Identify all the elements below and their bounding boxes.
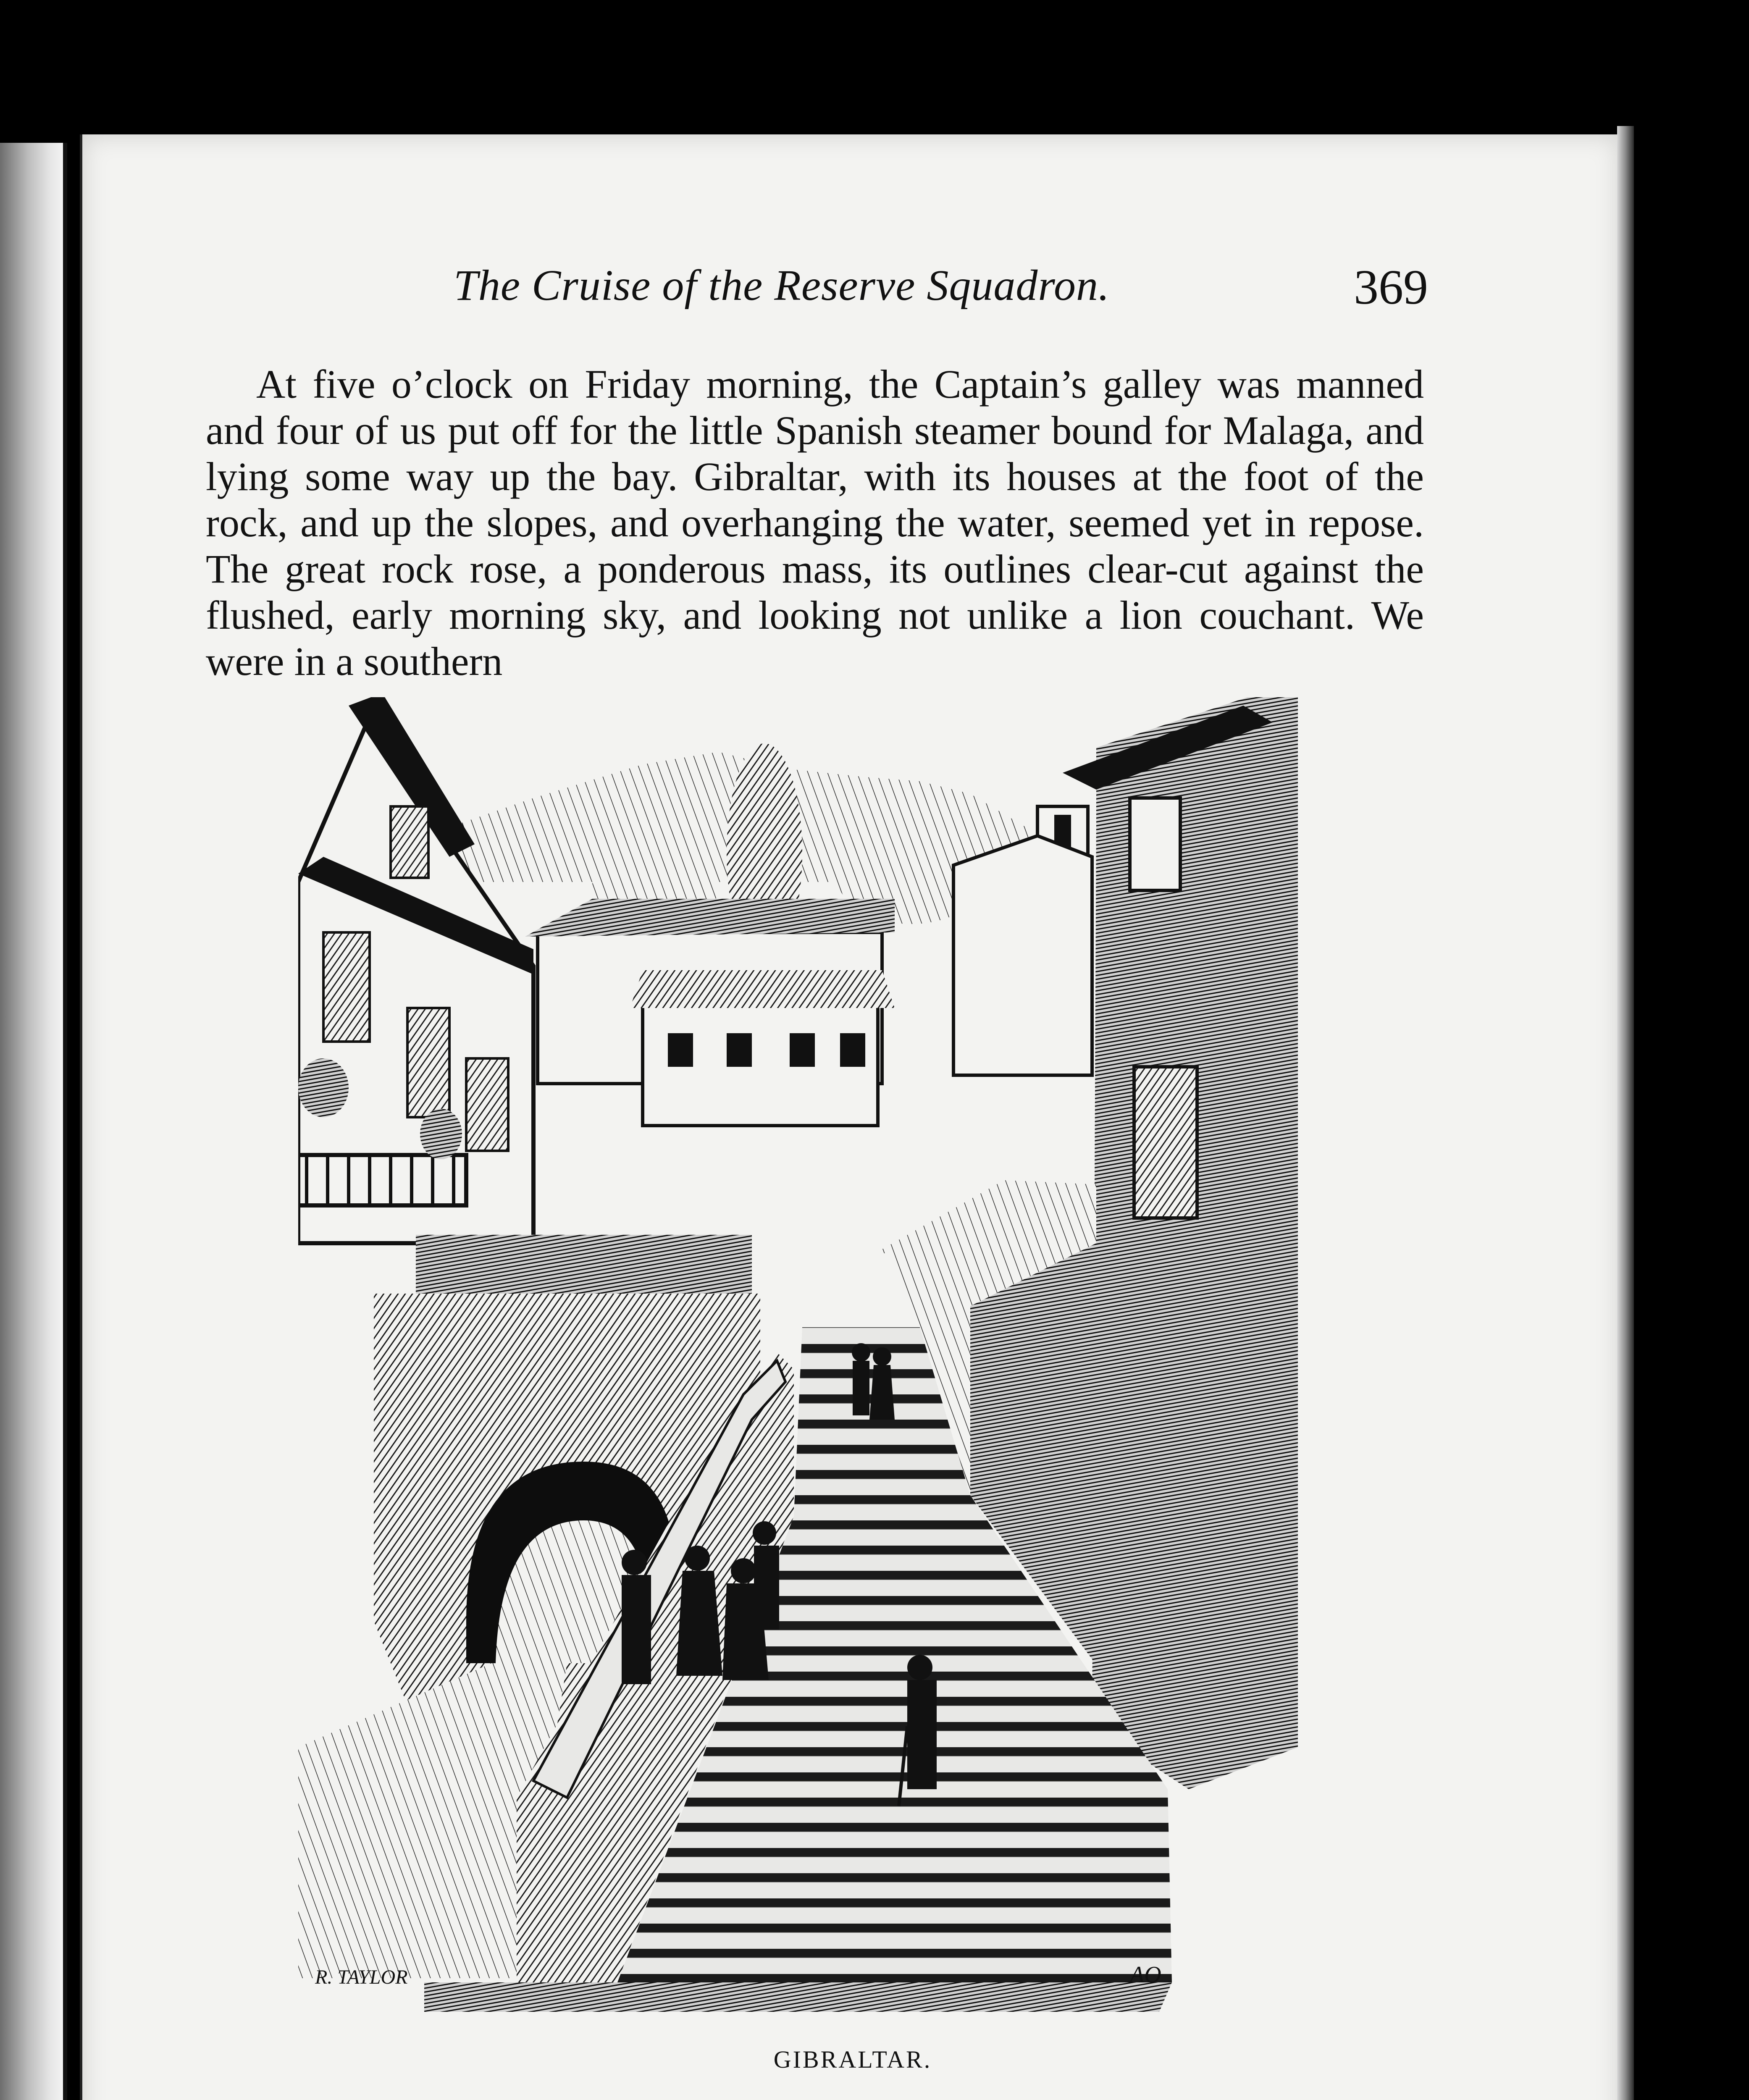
gibraltar-engraving [298, 697, 1327, 2045]
left-shutter [466, 1058, 508, 1151]
facing-page-edge [0, 143, 67, 2100]
left-window [391, 806, 428, 878]
running-header [210, 252, 1428, 319]
body-paragraph-1: At five o’clock on Friday morning, the Captain’s galley was manned and four of us put off for the little Spanish steamer bound for Malaga, and lying some way up the bay. Gibraltar, with its houses at the foot of the rock, and up the slopes, and overhanging the water, seemed yet in repose. The great rock rose, a ponderous mass, its outlines clear-cut against the flushed, early morning sky, and looking not unlike a lion couchant. We were in a southern [206, 362, 1424, 684]
page-number: 369 [1354, 260, 1428, 315]
page-edge-shadow [1617, 126, 1634, 2100]
foreground-ground [424, 1982, 1172, 2012]
bridge-top [416, 1235, 752, 1294]
window [840, 1033, 865, 1067]
window [790, 1033, 815, 1067]
right-shutter-lower [1134, 1067, 1197, 1218]
engraving-illustration [298, 697, 1327, 2045]
right-shutter [1130, 798, 1180, 890]
plant-pot [420, 1109, 462, 1159]
running-title: The Cruise of the Reserve Squadron. [454, 261, 1110, 310]
window [727, 1033, 752, 1067]
artist-signature: R. TAYLOR [315, 1966, 408, 1988]
back-roof [525, 899, 895, 937]
middle-roof [630, 970, 895, 1008]
left-shutter [323, 932, 370, 1042]
plant-pot [298, 1058, 349, 1117]
figure-caption: GIBRALTAR. [773, 2046, 932, 2073]
engraver-monogram: AO [1130, 1962, 1161, 1988]
left-shutter [407, 1008, 449, 1117]
window [668, 1033, 693, 1067]
right-house [953, 836, 1092, 1075]
